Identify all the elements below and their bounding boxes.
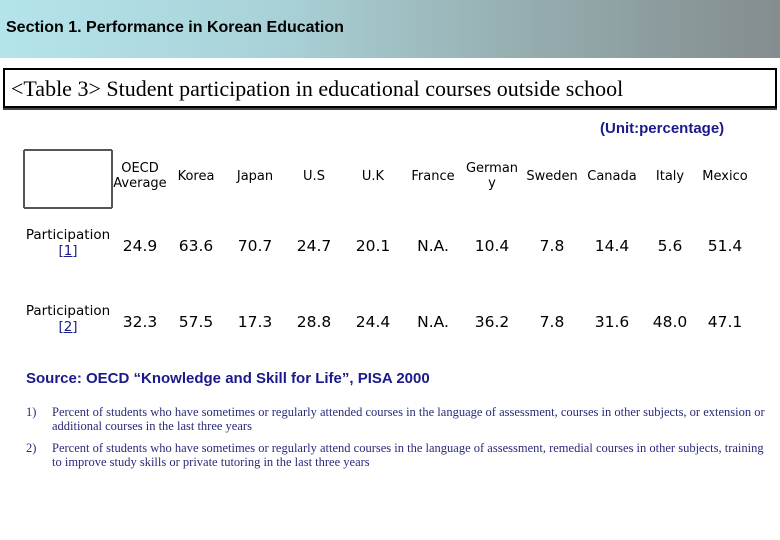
table-cell: 24.9 xyxy=(122,237,158,255)
table-cell: 51.4 xyxy=(707,237,743,255)
row-label: Participation [1] xyxy=(22,228,114,259)
table-cell: 70.7 xyxy=(237,237,273,255)
table-cell: 47.1 xyxy=(707,313,743,331)
column-header: Korea xyxy=(177,169,215,184)
table-cell: 24.4 xyxy=(355,313,391,331)
footnote-1 xyxy=(26,406,766,434)
table-cell: 31.6 xyxy=(594,313,630,331)
footnote-number: 1) xyxy=(26,405,37,419)
column-header: France xyxy=(411,169,455,184)
column-header: Canada xyxy=(587,169,637,184)
table-cell: N.A. xyxy=(417,237,449,255)
footnote-ref: [1] xyxy=(58,242,78,259)
column-header: Mexico xyxy=(702,169,748,184)
table-cell: 17.3 xyxy=(237,313,273,331)
column-header: Japan xyxy=(236,169,274,184)
table-cell: 10.4 xyxy=(474,237,510,255)
footnote-2 xyxy=(26,442,766,470)
table-cell: 32.3 xyxy=(122,313,158,331)
column-header: OECD Average xyxy=(113,161,167,191)
table-cell: 7.8 xyxy=(539,237,565,255)
table-cell: 57.5 xyxy=(178,313,214,331)
header-bar xyxy=(0,0,780,58)
footnote-ref: [2] xyxy=(58,318,78,335)
table-cell: 5.6 xyxy=(657,237,683,255)
column-header: Italy xyxy=(655,169,685,184)
table-title-box xyxy=(3,68,777,108)
table-cell: N.A. xyxy=(417,313,449,331)
table-title: <Table 3> Student participation in educational courses outside school xyxy=(11,76,624,101)
column-header: U.K xyxy=(361,169,385,184)
column-header: Sweden xyxy=(526,169,578,184)
footnote-text: Percent of students who have sometimes or regularly attended courses in the language of assessment, courses in other subjects, or extension or additional courses in the last three years xyxy=(52,405,765,433)
table-cell: 48.0 xyxy=(652,313,688,331)
footnote-text: Percent of students who have sometimes or regularly attend courses in the language of assessment, remedial courses in other subjects, training to improve study skills or private tutoring in the last three years xyxy=(52,441,764,469)
unit-label: (Unit:percentage) xyxy=(600,120,725,137)
table-cell: 7.8 xyxy=(539,313,565,331)
table-cell: 24.7 xyxy=(296,237,332,255)
table-cell: 14.4 xyxy=(594,237,630,255)
row-label: Participation [2] xyxy=(22,304,114,335)
column-header: German y xyxy=(465,161,519,191)
section-title: Section 1. Performance in Korean Education xyxy=(6,19,344,36)
table-cell: 20.1 xyxy=(355,237,391,255)
column-header: U.S xyxy=(303,169,325,184)
table-cell: 63.6 xyxy=(178,237,214,255)
table-cell: 28.8 xyxy=(296,313,332,331)
footnote-number: 2) xyxy=(26,441,37,455)
table-cell: 36.2 xyxy=(474,313,510,331)
source-citation: Source: OECD “Knowledge and Skill for Life”, PISA 2000 xyxy=(26,370,430,387)
